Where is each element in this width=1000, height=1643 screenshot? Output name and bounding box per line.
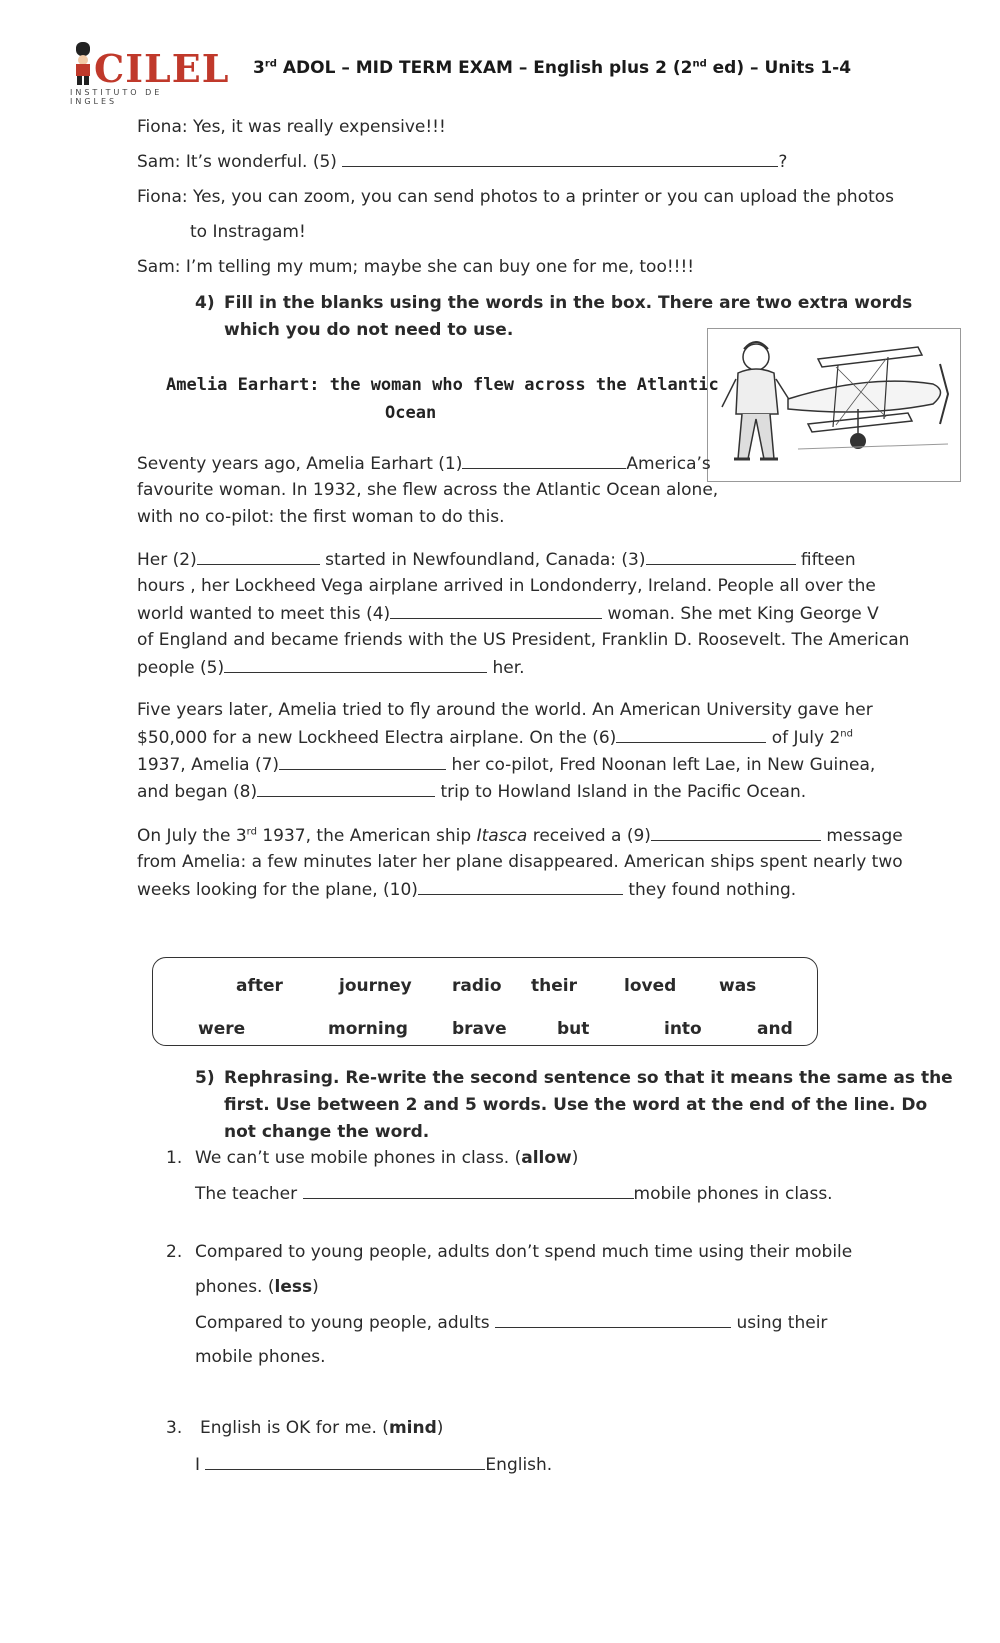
story-line: On July the 3rd 1937, the American ship Itasca received a (9) message xyxy=(137,826,903,846)
item-answer: mobile phones. xyxy=(195,1347,326,1367)
story-line: Her (2) started in Newfoundland, Canada: (3) fifteen xyxy=(137,550,856,570)
answer-blank-8[interactable] xyxy=(257,781,435,797)
story-line: world wanted to meet this (4) woman. She met King George V xyxy=(137,604,879,624)
word-box-item: into xyxy=(664,1019,702,1039)
section-4-instruction: which you do not need to use. xyxy=(224,320,514,340)
story-line: and began (8) trip to Howland Island in the Pacific Ocean. xyxy=(137,782,807,802)
section-4-number: 4) xyxy=(195,293,215,313)
word-box-item: brave xyxy=(452,1019,507,1039)
dialogue-line: to Instragam! xyxy=(190,222,306,242)
answer-blank[interactable] xyxy=(205,1454,485,1470)
story-line: favourite woman. In 1932, she flew across the Atlantic Ocean alone, xyxy=(137,480,719,500)
aviator-and-biplane-icon xyxy=(708,329,960,481)
answer-blank-5[interactable] xyxy=(224,657,487,673)
answer-blank-1[interactable] xyxy=(462,453,626,469)
exam-title: 3rd ADOL – MID TERM EXAM – English plus 2 (2nd ed) – Units 1-4 xyxy=(253,58,852,78)
logo xyxy=(68,40,230,106)
word-box-item: their xyxy=(531,976,577,996)
story-line: Seventy years ago, Amelia Earhart (1) America’s xyxy=(137,454,711,474)
section-5-instruction: first. Use between 2 and 5 words. Use the word at the end of the line. Do xyxy=(224,1095,928,1115)
story-line: weeks looking for the plane, (10) they found nothing. xyxy=(137,880,797,900)
dialogue-line: Fiona: Yes, you can zoom, you can send photos to a printer or you can upload the photos xyxy=(137,187,895,207)
aviator-illustration xyxy=(707,328,961,482)
answer-blank-6[interactable] xyxy=(616,727,766,743)
word-box-item: after xyxy=(236,976,283,996)
section-4-instruction: Fill in the blanks using the words in the box. There are two extra words xyxy=(224,293,913,313)
story-line: Five years later, Amelia tried to fly around the world. An American University gave her xyxy=(137,700,873,720)
item-sentence: English is OK for me. (mind) xyxy=(200,1418,444,1438)
answer-blank-4[interactable] xyxy=(390,603,602,619)
story-line: from Amelia: a few minutes later her plane disappeared. American ships spent nearly two xyxy=(137,852,903,872)
word-box-item: radio xyxy=(452,976,502,996)
word-box-item: morning xyxy=(328,1019,408,1039)
story-line: with no co-pilot: the first woman to do this. xyxy=(137,507,505,527)
item-answer: The teacher mobile phones in class. xyxy=(195,1184,833,1204)
word-box-item: but xyxy=(557,1019,590,1039)
dialogue-line: Sam: I’m telling my mum; maybe she can buy one for me, too!!!! xyxy=(137,257,695,277)
item-answer: Compared to young people, adults using their xyxy=(195,1313,828,1333)
word-box-item: journey xyxy=(339,976,412,996)
story-line: 1937, Amelia (7) her co-pilot, Fred Noonan left Lae, in New Guinea, xyxy=(137,755,876,775)
story-line: people (5) her. xyxy=(137,658,525,678)
word-box-item: were xyxy=(198,1019,246,1039)
word-box-item: loved xyxy=(624,976,677,996)
section-5-instruction: Rephrasing. Re-write the second sentence so that it means the same as the xyxy=(224,1068,953,1088)
section-5-number: 5) xyxy=(195,1068,215,1088)
answer-blank-10[interactable] xyxy=(418,879,623,895)
answer-blank-9[interactable] xyxy=(651,825,821,841)
section-5-instruction: not change the word. xyxy=(224,1122,430,1142)
answer-blank[interactable] xyxy=(303,1183,634,1199)
answer-blank-3[interactable] xyxy=(646,549,796,565)
answer-blank-7[interactable] xyxy=(279,754,446,770)
story-title: Amelia Earhart: the woman who flew across the Atlantic xyxy=(166,375,719,395)
dialogue-line: Fiona: Yes, it was really expensive!!! xyxy=(137,117,446,137)
story-line: $50,000 for a new Lockheed Electra airplane. On the (6) of July 2nd xyxy=(137,728,853,748)
item-number: 2. xyxy=(166,1242,183,1262)
item-number: 3. xyxy=(166,1418,183,1438)
story-line: of England and became friends with the US President, Franklin D. Roosevelt. The American xyxy=(137,630,910,650)
logo-text: CILEL xyxy=(94,46,230,91)
story-line: hours , her Lockheed Vega airplane arrived in Londonderry, Ireland. People all over the xyxy=(137,576,876,596)
word-box-item: and xyxy=(757,1019,793,1039)
dialogue-line: Sam: It’s wonderful. (5) ? xyxy=(137,152,788,172)
item-number: 1. xyxy=(166,1148,183,1168)
answer-blank-2[interactable] xyxy=(197,549,320,565)
item-sentence: We can’t use mobile phones in class. (allow) xyxy=(195,1148,579,1168)
word-box xyxy=(152,957,818,1046)
item-sentence: Compared to young people, adults don’t spend much time using their mobile xyxy=(195,1242,853,1262)
answer-blank[interactable] xyxy=(495,1312,731,1328)
item-answer: I English. xyxy=(195,1455,553,1475)
word-box-item: was xyxy=(719,976,757,996)
answer-blank[interactable] xyxy=(342,151,778,167)
logo-subtitle: INSTITUTO DE INGLES xyxy=(70,88,163,106)
story-title: Ocean xyxy=(385,403,437,423)
item-sentence: phones. (less) xyxy=(195,1277,319,1297)
